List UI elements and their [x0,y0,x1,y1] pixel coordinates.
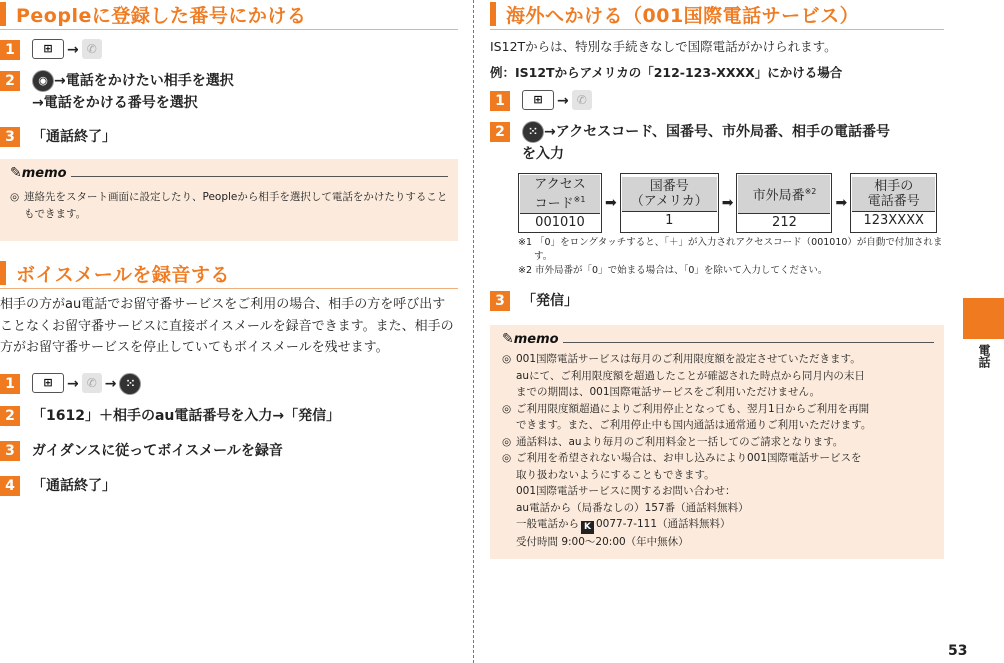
column-divider [473,0,474,663]
footnote-2: ※2 市外局番が「0」で始まる場合は、「0」を除いて入力してください。 [518,265,828,277]
example-text: 例：IS12Tからアメリカの「212-123-XXXX」にかける場合 [490,65,843,80]
intro-text: IS12Tからは、特別な手続きなしで国際電話がかけられます。 [490,39,837,54]
windows-key-icon: ⊞ [32,373,64,393]
step-1: 1 ⊞ → ✆ [0,39,458,61]
step-1: 1 ⊞ → ✆ [490,90,944,112]
memo-item: ◎ 連絡先をスタート画面に設定したり、Peopleから相手を選択して電話をかけたりすることもできます。 [10,191,448,220]
pencil-icon: ✎ [502,331,514,348]
windows-key-icon: ⊞ [522,90,554,110]
step-1: 1 ⊞ → ✆ → ⁙ [0,373,458,395]
memo-item: ◎ 通話料は、auより毎月のご利用料金と一括してのご請求となります。 [502,435,844,448]
phone-app-icon: ✆ [82,373,102,393]
section-title-international: 海外へかける（001国際電話サービス） [490,2,944,26]
page-number: 53 [948,643,968,659]
phone-app-icon: ✆ [82,39,102,59]
memo-box: ✎ memo ◎ 連絡先をスタート画面に設定したり、Peopleから相手を選択して電話をかけたりすることもできます。 [0,159,458,241]
flow-arrow: ➡ [605,195,617,212]
step-2: 2 ⁙ →アクセスコード、国番号、市外局番、相手の電話番号 を入力 [490,121,944,165]
step-4: 4 「通話終了」 [0,475,458,497]
phone-number-box: 相手の 電話番号 123XXXX [851,174,937,233]
flow-arrow: ➡ [721,195,734,212]
keypad-icon: ⁙ [119,373,141,395]
footnotes [518,236,944,278]
section-title-voicemail: ボイスメールを録音する [0,261,458,285]
right-column [490,0,944,559]
section-tab-label: 電話 [977,344,991,368]
memo-box: ✎ memo ◎ 001国際電話サービスは毎月のご利用限度額を設定させていただきます。 auにて、ご利用限度額を超過したことが確認された時点から同月内の末日 までの期間は、001国際電話サービスをご利用いただけません。 ◎ ご利用限度額超過によりご利用停止となっても、翌月1日からご利用を再開 できます。また、ご利用停止中も国内通話は通常通りご利用いただけます。 ◎ 通話料は、auより毎月のご利用料金と一括してのご請求となります。 ◎ ご利用を希望されない場合は、お申し込みにより001国際電話サービスを 取り扱わないようにすることもできます。 001国際電話サービスに関するお問い合わせ： au電話から（局番なしの）157番（通話料無料） 一般電話から K 0077-7-111（通話料無料） 受付時間 9:00〜20:00（年中無休） [490,325,944,558]
country-code-box: 国番号 （アメリカ） 1 [620,174,718,233]
memo-item: ◎ ご利用を希望されない場合は、お申し込みにより001国際電話サービスを 取り扱わないようにすることもできます。 001国際電話サービスに関するお問い合わせ： au電話から（局番なしの）157番（通話料無料） 一般電話から K 0077-7-111（通話料無料） 受付時間 9:00〜20:00（年中無休） [502,452,862,549]
section-tab [963,298,1004,339]
step-3: 3 「発信」 [490,290,944,312]
flow-arrow: ➡ [835,195,848,212]
contacts-app-icon: ◉ [32,70,54,92]
step-3: 3 「通話終了」 [0,126,458,148]
voicemail-description: 相手の方がau電話でお留守番サービスをご利用の場合、相手の方を呼び出すことなくお留守番サービスに直接ボイスメールを録音できます。また、相手の方がお留守番サービスを停止していてもボイスメールを残せます。 [0,297,454,355]
k-mark-icon: K [581,521,594,534]
keypad-icon: ⁙ [522,121,544,143]
dial-sequence-diagram [518,173,937,233]
step-2: 2 ◉ →電話をかけたい相手を選択 →電話をかける番号を選択 [0,70,458,114]
memo-item: ◎ 001国際電話サービスは毎月のご利用限度額を設定させていただきます。 auにて、ご利用限度額を超過したことが確認された時点から同月内の末日 までの期間は、001国際電話サービスをご利用いただけません。 [502,353,865,399]
access-code-box: アクセス コード$^{※1}$ 001010 [519,174,602,233]
section-title-people: Peopleに登録した番号にかける [0,2,458,26]
pencil-icon: ✎ [10,165,22,181]
step-3: 3 ガイダンスに従ってボイスメールを録音 [0,440,458,462]
left-column [0,0,458,497]
area-code-box: 市外局番$^{※2}$ 212 [737,174,832,233]
step-2: 2 「1612」＋相手のau電話番号を入力→「発信」 [0,405,458,427]
memo-item: ◎ ご利用限度額超過によりご利用停止となっても、翌月1日からご利用を再開 できます。また、ご利用停止中も国内通話は通常通りご利用いただけます。 [502,402,872,432]
windows-key-icon: ⊞ [32,39,64,59]
footnote-1: ※1 「0」をロングタッチすると、「＋」が入力されアクセスコード（001010）が自動で付加されます。 [518,237,943,263]
phone-app-icon: ✆ [572,90,592,110]
